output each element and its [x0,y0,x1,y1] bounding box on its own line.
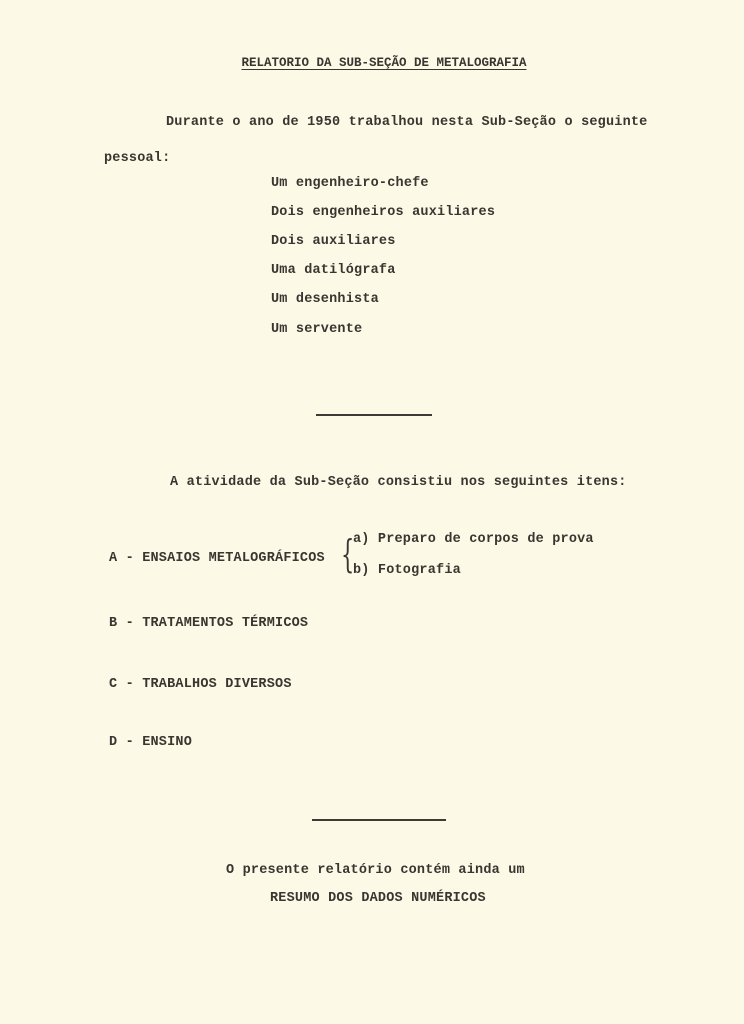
activities-intro: A atividade da Sub-Seção consistiu nos seguintes itens: [170,475,627,490]
item-a-sub-a: a) Preparo de corpos de prova [353,532,594,547]
staff-item: Um servente [271,322,363,337]
staff-item: Um engenheiro-chefe [271,176,429,191]
staff-item: Dois engenheiros auxiliares [271,205,496,220]
item-c-label: C - TRABALHOS DIVERSOS [109,677,292,692]
item-d-label: D - ENSINO [109,735,193,750]
staff-item: Uma datilógrafa [271,263,396,278]
staff-item: Dois auxiliares [271,234,396,249]
closing-line-1: O presente relatório contém ainda um [226,863,525,878]
intro-line-2: pessoal: [104,151,171,166]
document-title: RELATORIO DA SUB-SEÇÃO DE METALOGRAFIA [241,56,527,70]
item-a-sub-b: b) Fotografia [353,563,461,578]
intro-line-1: Durante o ano de 1950 trabalhou nesta Sub-Seção o seguinte [166,115,648,130]
section-divider [312,819,446,821]
brace-icon: { [341,532,355,576]
section-divider [316,414,432,416]
item-a-label: A - ENSAIOS METALOGRÁFICOS [109,551,325,566]
item-b-label: B - TRATAMENTOS TÉRMICOS [109,616,309,631]
staff-item: Um desenhista [271,292,379,307]
closing-line-2: RESUMO DOS DADOS NUMÉRICOS [270,891,486,906]
